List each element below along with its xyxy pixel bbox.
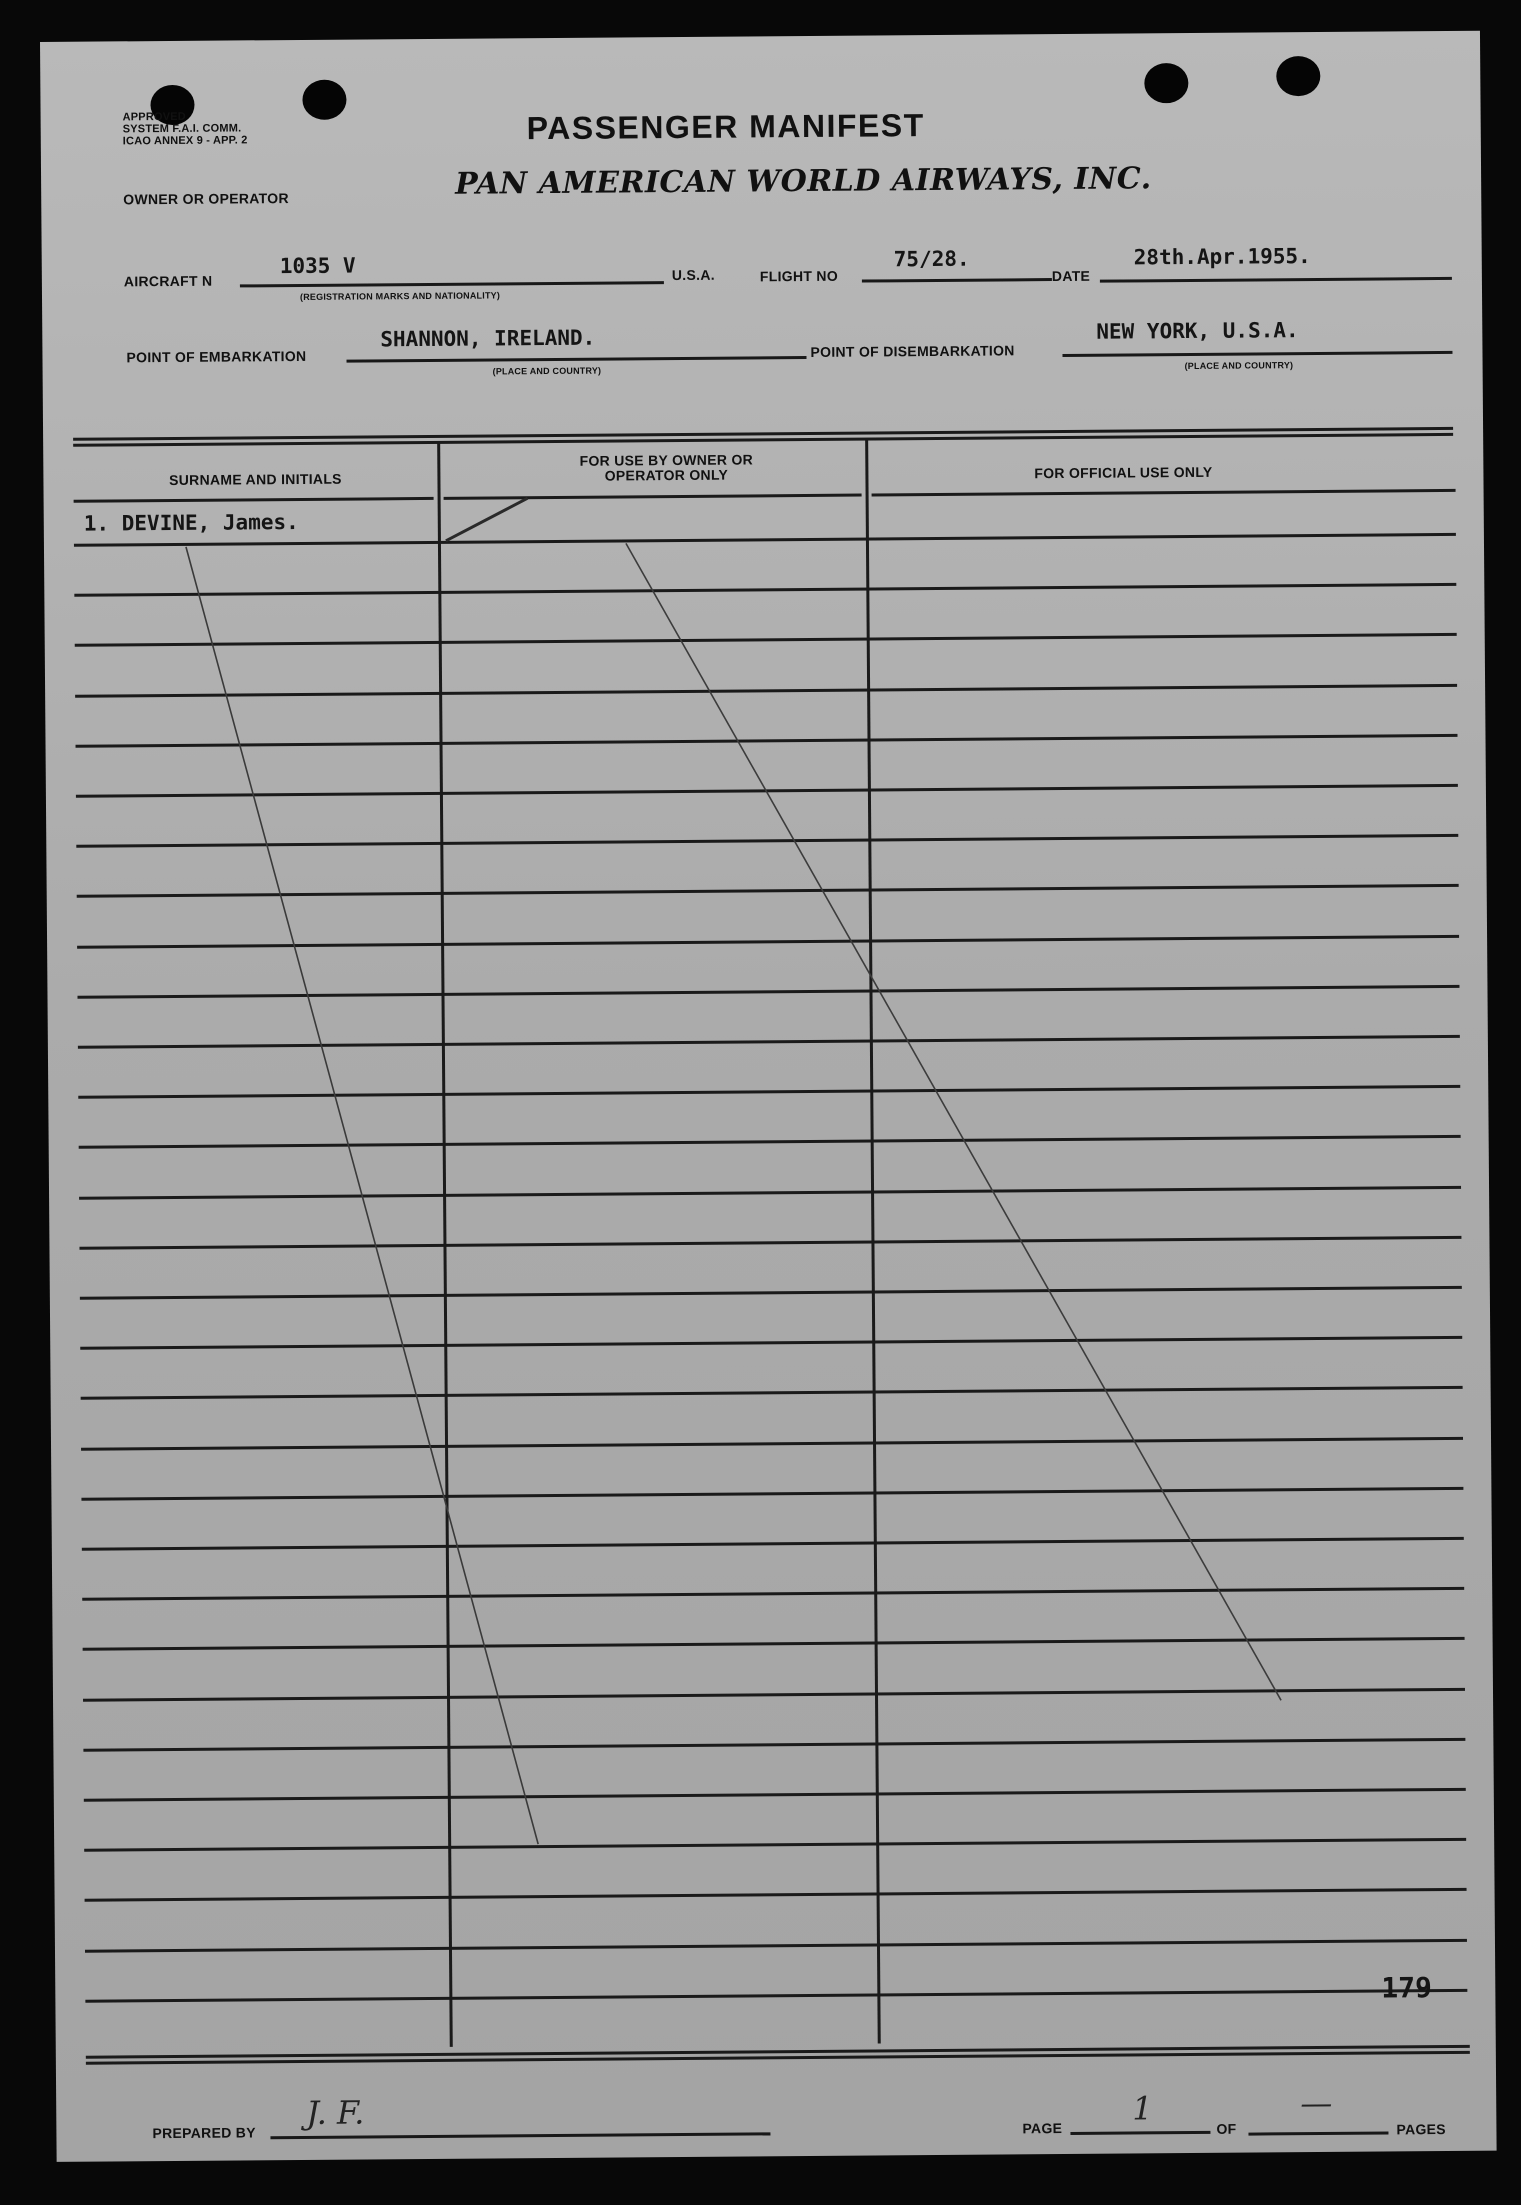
embark-value: SHANNON, IRELAND. [380, 325, 596, 352]
disembark-value: NEW YORK, U.S.A. [1096, 318, 1299, 344]
aircraft-label: AIRCRAFT N [123, 272, 213, 290]
manifest-page [40, 31, 1497, 2162]
pencil-strike-line [186, 544, 538, 1847]
registration-caption: (REGISTRATION MARKS AND NATIONALITY) [299, 290, 501, 302]
approval-line: APPROVED [122, 110, 186, 124]
pencil-strike-line [626, 538, 1281, 1705]
of-value: — [1300, 2083, 1333, 2123]
embark-label: POINT OF EMBARKATION [126, 347, 307, 366]
flight-value: 75/28. [893, 246, 970, 272]
embark-caption: (PLACE AND COUNTRY) [492, 365, 602, 377]
approval-line: SYSTEM F.A.I. COMM. [122, 122, 242, 136]
pages-label: PAGES [1396, 2121, 1446, 2138]
flight-label: FLIGHT NO [759, 267, 839, 285]
pencil-tick [446, 498, 528, 541]
page-label: PAGE [1022, 2120, 1063, 2137]
pencil-strike-marks [40, 31, 1497, 2162]
form-title: PASSENGER MANIFEST [526, 107, 925, 147]
col-header-operator: FOR USE BY OWNER OR OPERATOR ONLY [579, 451, 754, 484]
date-label: DATE [1051, 267, 1091, 285]
disembark-caption: (PLACE AND COUNTRY) [1184, 360, 1294, 372]
operator-name: PAN AMERICAN WORLD AIRWAYS, INC. [454, 161, 1152, 202]
date-value: 28th.Apr.1955. [1133, 244, 1311, 270]
prepared-label: PREPARED BY [152, 2124, 256, 2142]
col-header-official: FOR OFFICIAL USE ONLY [1034, 463, 1213, 482]
prepared-value: J. F. [306, 2093, 365, 2132]
aircraft-value: 1035 V [279, 253, 356, 279]
col-header-surname: SURNAME AND INITIALS [169, 470, 342, 488]
page-value: 1 [1132, 2089, 1153, 2128]
passenger-entry: 1. DEVINE, James. [83, 509, 299, 536]
approval-line: ICAO ANNEX 9 - APP. 2 [122, 134, 248, 148]
of-label: OF [1216, 2120, 1237, 2137]
stamp-number: 179 [1381, 1971, 1433, 2005]
owner-label: OWNER OR OPERATOR [123, 190, 289, 208]
usa-label: U.S.A. [671, 266, 715, 284]
disembark-label: POINT OF DISEMBARKATION [810, 342, 1015, 360]
